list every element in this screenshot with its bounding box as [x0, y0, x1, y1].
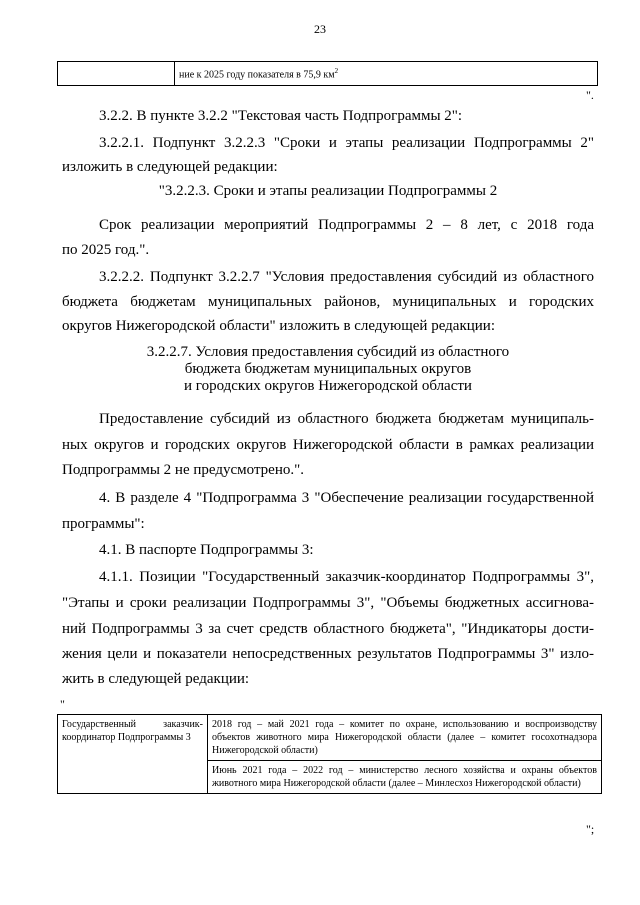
closing-quote: ". — [586, 88, 594, 102]
section-heading-3-2-2-7 — [62, 344, 594, 395]
paragraph-3-2-2-2-line2: бюджета бюджетам муниципальных районов, муниципальных и городских — [62, 294, 594, 310]
paragraph-section-4-line1: 4. В разделе 4 "Подпрограмма 3 "Обеспечение реализации государственной — [99, 490, 594, 506]
table-cell-empty — [58, 62, 175, 86]
paragraph-3-2-2-1-line2: изложить в следующей редакции: — [62, 159, 278, 175]
paragraph-3-2-2-1-line1: 3.2.2.1. Подпункт 3.2.2.3 "Сроки и этапы реализации Подпрограммы 2" — [99, 135, 594, 151]
paragraph-subsidies-line1: Предоставление субсидий из областного бюджета бюджетам муниципаль- — [99, 411, 594, 427]
heading-line: бюджета бюджетам муниципальных округов — [184, 361, 472, 377]
paragraph-4-1-1-line1: 4.1.1. Позиции "Государственный заказчик-координатор Подпрограммы 3", — [99, 569, 594, 585]
paragraph-4-1-1-line3: ний Подпрограммы 3 за счет средств областного бюджета", "Индикаторы дости- — [62, 621, 594, 637]
passport-table — [57, 714, 602, 794]
paragraph-term-line1: Срок реализации мероприятий Подпрограммы 2 – 8 лет, с 2018 года — [99, 217, 594, 233]
continued-table — [57, 61, 598, 86]
paragraph-4-1: 4.1. В паспорте Подпрограммы 3: — [99, 542, 314, 558]
table-cell-position: Государственный заказчик-координатор Подпрограммы 3 — [58, 715, 208, 794]
heading-line: и городских округов Нижегородской области — [184, 378, 472, 394]
table-cell-text: ние к 2025 году показателя в 75,9 $км^2$ — [175, 62, 598, 86]
heading-line: 3.2.2.7. Условия предоставления субсидий из областного — [146, 344, 510, 360]
paragraph-4-1-1-line5: жить в следующей редакции: — [62, 671, 250, 687]
page-number: 23 — [314, 22, 326, 36]
paragraph-subsidies-line2: ных округов и городских округов Нижегородской области в рамках реализации — [62, 437, 594, 453]
table-cell-period-1: 2018 год – май 2021 года – комитет по охране, использованию и воспроизводству объектов животного мира Нижегородской области (далее – комитет госохотнадзора Нижегородской области) — [208, 715, 602, 761]
closing-quote-bottom: "; — [586, 822, 595, 836]
subheading-3-2-2-3: "3.2.2.3. Сроки и этапы реализации Подпрограммы 2 — [158, 183, 498, 199]
paragraph-4-1-1-line2: "Этапы и сроки реализации Подпрограммы 3", "Объемы бюджетных ассигнова- — [62, 595, 594, 611]
paragraph-3-2-2: 3.2.2. В пункте 3.2.2 "Текстовая часть Подпрограммы 2": — [99, 108, 463, 124]
table-cell-period-2: Июнь 2021 года – 2022 год – министерство лесного хозяйства и охраны объектов животного мира Нижегородской области (далее – Минлесхоз Нижегородской области) — [208, 761, 602, 794]
paragraph-section-4-line2: программы": — [62, 516, 145, 532]
paragraph-term-line2: по 2025 год.". — [62, 242, 150, 258]
paragraph-subsidies-line3: Подпрограммы 2 не предусмотрено.". — [62, 462, 304, 478]
opening-quote: " — [60, 697, 65, 711]
paragraph-4-1-1-line4: жения цели и показатели непосредственных результатов Подпрограммы 3" изло- — [62, 646, 594, 662]
paragraph-3-2-2-2-line1: 3.2.2.2. Подпункт 3.2.2.7 "Условия предоставления субсидий из областного — [99, 269, 594, 285]
paragraph-3-2-2-2-line3: округов Нижегородской области" изложить в следующей редакции: — [62, 318, 495, 334]
